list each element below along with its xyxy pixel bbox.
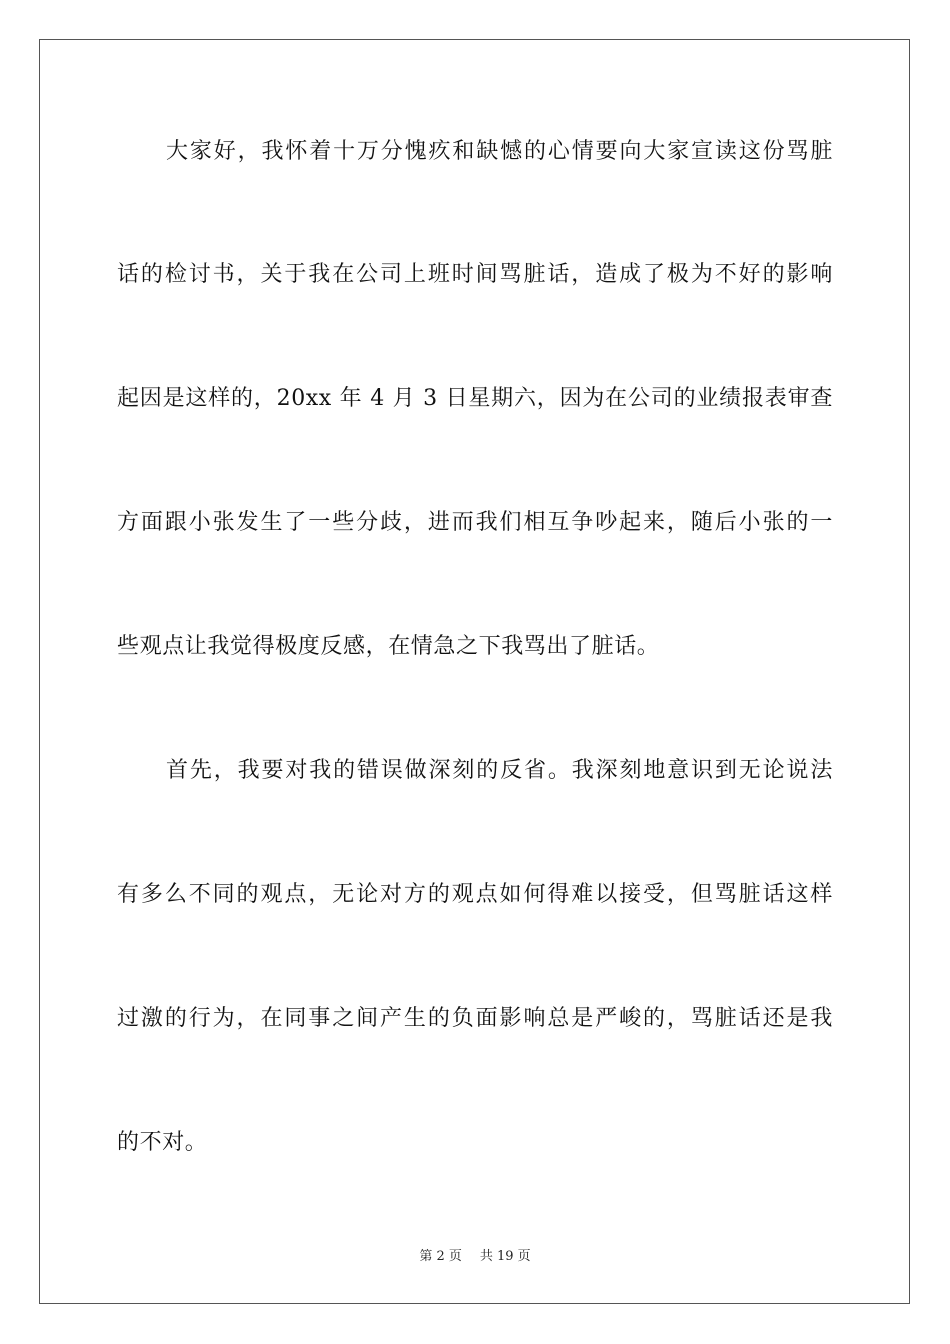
paragraph-line: 话的检讨书，关于我在公司上班时间骂脏话，造成了极为不好的影响 [117, 262, 833, 287]
page-number: 第 2 页 [419, 1249, 462, 1264]
page-footer [0, 1248, 950, 1266]
paragraph-line: 有多么不同的观点，无论对方的观点如何得难以接受，但骂脏话这样 [117, 882, 833, 907]
paragraph-line: 方面跟小张发生了一些分歧，进而我们相互争吵起来，随后小张的一 [117, 510, 833, 535]
paragraph-line: 的不对。 [117, 1130, 208, 1155]
paragraph-line: 起因是这样的，20xx 年 4 月 3 日星期六，因为在公司的业绩报表审查 [117, 386, 833, 411]
paragraph-line: 过激的行为，在同事之间产生的负面影响总是严峻的，骂脏话还是我 [117, 1006, 833, 1031]
paragraph-line: 首先，我要对我的错误做深刻的反省。我深刻地意识到无论说法 [166, 758, 833, 783]
page-frame [39, 39, 910, 1304]
paragraph-line: 大家好，我怀着十万分愧疚和缺憾的心情要向大家宣读这份骂脏 [166, 139, 833, 164]
page-total: 共 19 页 [479, 1249, 531, 1264]
paragraph-line: 些观点让我觉得极度反感，在情急之下我骂出了脏话。 [117, 634, 660, 659]
